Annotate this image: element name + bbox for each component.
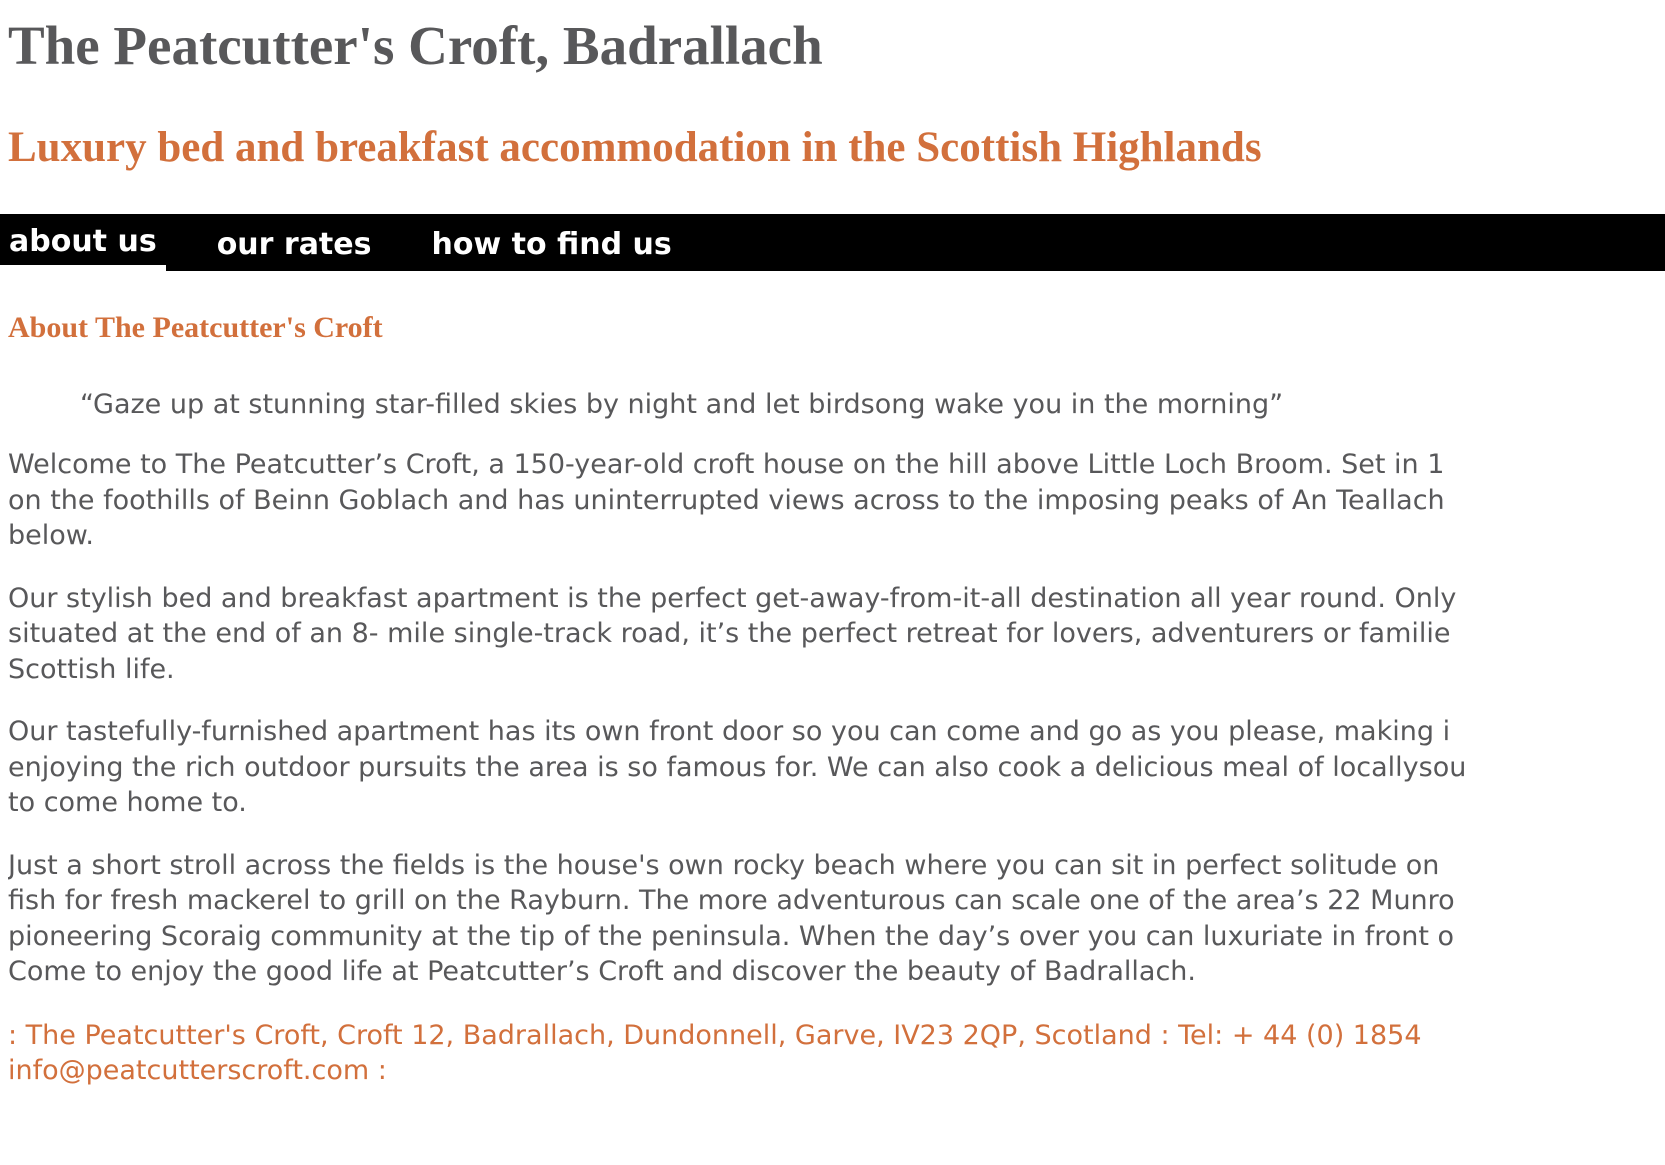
nav-item-how-to-find-us[interactable]: how to find us [431,227,672,262]
body-text-line: enjoying the rich outdoor pursuits the area is so famous for. We can also cook a delicious meal of locallysou [8,751,1467,783]
footer-email-line: info@peatcutterscroft.com : [8,1055,387,1086]
body-text-line: pioneering Scoraig community at the tip of the peninsula. When the day’s over you can luxuriate in front o [8,920,1455,952]
site-subtitle: Luxury bed and breakfast accommodation in the Scottish Highlands [8,124,1262,171]
site-title: The Peatcutter's Croft, Badrallach [8,15,823,76]
paragraph-front-door [8,714,1665,821]
footer-address-line: : The Peatcutter's Croft, Croft 12, Badrallach, Dundonnell, Garve, IV23 2QP, Scotland : Tel: + 44 (0) 1854 [8,1019,1422,1051]
body-text-line: fish for fresh mackerel to grill on the Rayburn. The more adventurous can scale one of the area’s 22 Munro [8,885,1455,916]
tagline-quote: “Gaze up at stunning star-filled skies by night and let birdsong wake you in the morning” [80,389,1284,420]
body-text-line: Come to enjoy the good life at Peatcutter’s Croft and discover the beauty of Badrallach. [8,956,1196,987]
body-text-line: below. [8,520,94,551]
body-text-line: Just a short stroll across the fields is the house's own rocky beach where you can sit in perfect solitude on [8,849,1440,881]
body-text-line: to come home to. [8,787,247,818]
nav-item-our-rates[interactable]: our rates [216,227,372,262]
paragraph-welcome [8,447,1665,554]
section-heading: About The Peatcutter's Croft [8,311,383,344]
body-text-line: on the foothills of Beinn Goblach and has uninterrupted views across to the imposing peaks of An Teallach [8,484,1445,516]
body-text-line: Our stylish bed and breakfast apartment is the perfect get-away-from-it-all destination all year round. Only [8,582,1457,614]
body-text-line: Scottish life. [8,653,175,685]
main-navbar [0,214,1665,271]
paragraph-surroundings [8,848,1665,990]
body-text-line: situated at the end of an 8- mile single-track road, it’s the perfect retreat for lovers, adventurers or familie [8,618,1451,649]
contact-footer [0,1018,1665,1089]
nav-item-about-us[interactable]: about us [0,214,166,271]
main-content [0,311,1665,990]
body-text-line: Our tastefully-furnished apartment has its own front door so you can come and go as you please, making i [8,716,1451,747]
paragraph-apartment [8,581,1665,688]
body-text-line: Welcome to The Peatcutter’s Croft, a 150-year-old croft house on the hill above Little Loch Broom. Set in 1 [8,449,1445,480]
